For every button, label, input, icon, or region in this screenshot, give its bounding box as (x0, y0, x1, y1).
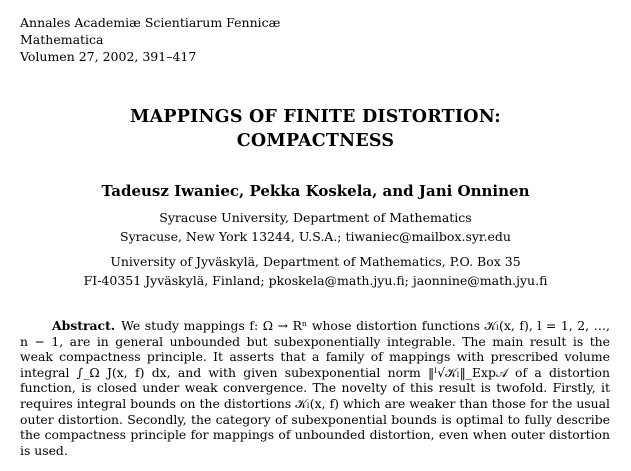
affiliation-line: Syracuse, New York 13244, U.S.A.; tiwaniec@mailbox.syr.edu (120, 229, 511, 244)
journal-series: Mathematica (20, 32, 104, 47)
affiliation-line: University of Jyväskylä, Department of Mathematics, P.O. Box 35 (110, 254, 521, 269)
affiliation-jyvaskyla (0, 252, 631, 290)
title-line-2: COMPACTNESS (236, 131, 395, 151)
journal-volume: Volumen 27, 2002, 391–417 (20, 49, 197, 64)
title-line-1: MAPPINGS OF FINITE DISTORTION: (130, 107, 501, 127)
journal-name: Annales Academiæ Scientiarum Fennicæ (20, 15, 281, 30)
abstract-label: Abstract. (52, 318, 116, 333)
abstract-text: We study mappings f: Ω → Rⁿ whose distortion functions 𝒦ₗ(x, f), l = 1, 2, …, n − 1, are in general unbounded but subexponentially integrable. The main result is the weak compactness principle. It asserts that a family of mappings with prescribed volume integral ∫_Ω J(x, f) dx, and with given subexponential norm ‖ˡ√𝒦ₗ‖_Exp𝒜 of a distortion function, is closed under weak convergence. The novelty of this result is twofold. Firstly, it requires integral bounds on the distortions 𝒦ₗ(x, f) which are weaker than those for the usual outer distortion. Secondly, the category of subexponential bounds is optimal to fully describe the compactness principle for mappings of unbounded distortion, even when outer distortion is used. (20, 318, 610, 458)
abstract-paragraph (20, 318, 610, 458)
author-list: Tadeusz Iwaniec, Pekka Koskela, and Jani Onninen (101, 182, 530, 200)
affiliation-line: FI-40351 Jyväskylä, Finland; pkoskela@math.jyu.fi; jaonnine@math.jyu.fi (83, 273, 548, 288)
journal-header (20, 14, 280, 65)
paper-title (0, 105, 631, 153)
affiliation-syracuse (0, 208, 631, 246)
abstract (20, 318, 610, 458)
affiliation-line: Syracuse University, Department of Mathematics (159, 210, 472, 225)
